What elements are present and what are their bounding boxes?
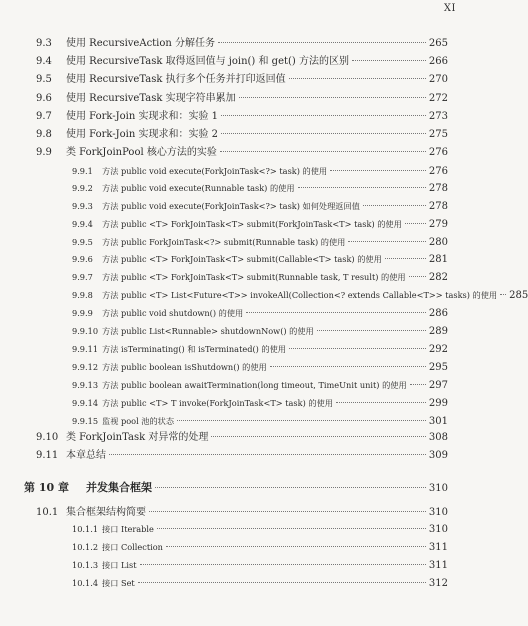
toc-title: 接口 List (102, 560, 137, 570)
toc-number: 9.9.4 (72, 219, 93, 229)
toc-page: 301 (428, 416, 448, 427)
toc-page: 310 (428, 483, 448, 494)
toc-title: 方法 public void execute(Runnable task) 的使用 (102, 183, 295, 193)
toc-subsection (0, 377, 448, 393)
toc-page: 278 (428, 183, 448, 194)
toc-page: 282 (428, 272, 448, 283)
toc-section (0, 448, 448, 464)
toc-number: 9.9.1 (72, 166, 93, 176)
toc-subsection (0, 251, 448, 267)
toc-page: 275 (428, 129, 448, 140)
toc-title: 方法 public List<Runnable> shutdownNow() 的使用 (102, 326, 314, 336)
toc-page: 286 (428, 308, 448, 319)
toc-page: 312 (428, 578, 448, 589)
toc-subsection (0, 305, 448, 321)
toc-page: 295 (428, 362, 448, 373)
dot-leader (246, 312, 426, 313)
dot-leader (298, 187, 426, 188)
toc-chapter (0, 480, 448, 496)
toc-section (0, 505, 448, 521)
toc-subsection (0, 269, 448, 285)
toc-number: 9.6 (36, 93, 52, 104)
toc-subsection (0, 180, 448, 196)
dot-leader (177, 420, 426, 421)
toc-subsection (0, 163, 448, 179)
dot-leader (270, 366, 426, 367)
toc-title: 方法 public void execute(ForkJoinTask<?> task) 的使用 (102, 166, 328, 176)
dot-leader (336, 402, 426, 403)
toc-page: 299 (428, 398, 448, 409)
dot-leader (409, 276, 426, 277)
toc-subsection (0, 341, 448, 357)
dot-leader (239, 97, 426, 98)
toc-section (0, 145, 448, 161)
toc-subsection (0, 287, 528, 303)
toc-title: 方法 public <T> List<Future<T>> invokeAll(Collection<? extends Callable<T>> tasks) 的使用 (102, 290, 498, 300)
toc-title: 方法 public <T> ForkJoinTask<T> submit(Runnable task, T result) 的使用 (102, 272, 406, 282)
toc-page: 308 (428, 432, 448, 443)
toc-page: 310 (428, 524, 448, 535)
dot-leader (289, 78, 426, 79)
toc-number: 9.9 (36, 147, 52, 158)
toc-page: 272 (428, 93, 448, 104)
toc-number: 10.1 (36, 507, 59, 518)
toc-title: 使用 RecursiveAction 分解任务 (66, 38, 216, 49)
toc-subsection (0, 359, 448, 375)
dot-leader (220, 151, 426, 152)
toc-title: 监视 pool 池的状态 (102, 416, 175, 426)
toc-title: 方法 isTerminating() 和 isTerminated() 的使用 (102, 344, 286, 354)
toc-title: 使用 RecursiveTask 取得返回值与 join() 和 get() 方法的区别 (66, 56, 349, 67)
toc-subsection (0, 234, 448, 250)
toc-title: 类 ForkJoinTask 对异常的处理 (66, 432, 209, 443)
toc-number: 9.9.9 (72, 308, 93, 318)
toc-number: 9.9.10 (72, 326, 99, 336)
toc-page: 280 (428, 237, 448, 248)
toc-number: 9.7 (36, 111, 52, 122)
dot-leader (221, 115, 426, 116)
toc-number: 9.10 (36, 432, 59, 443)
toc-title: 使用 RecursiveTask 执行多个任务并打印返回值 (66, 74, 286, 85)
toc-subsection (0, 216, 448, 232)
toc-page: 311 (428, 542, 448, 553)
toc-section (0, 430, 448, 446)
toc-number: 9.9.5 (72, 237, 93, 247)
toc-title: 接口 Set (102, 578, 135, 588)
toc-number: 9.9.13 (72, 380, 99, 390)
toc-title: 使用 Fork-Join 实现求和：实验 1 (66, 111, 219, 122)
toc-title: 方法 public boolean awaitTermination(long timeout, TimeUnit unit) 的使用 (102, 380, 407, 390)
toc-subsection (0, 413, 448, 429)
toc-title: 本章总结 (66, 450, 106, 461)
toc-number: 9.9.14 (72, 398, 99, 408)
toc-page: 281 (428, 254, 448, 265)
toc-number: 9.9.6 (72, 254, 93, 264)
toc-section (0, 91, 448, 107)
dot-leader (166, 546, 426, 547)
toc-number: 9.3 (36, 38, 52, 49)
page-number: XI (443, 3, 456, 14)
toc-page: 285 (509, 290, 528, 301)
toc-page: 276 (428, 147, 448, 158)
toc-title: 方法 public <T> ForkJoinTask<T> submit(ForkJoinTask<T> task) 的使用 (102, 219, 402, 229)
toc-number: 9.4 (36, 56, 52, 67)
toc-section (0, 54, 448, 70)
toc-title: 方法 public ForkJoinTask<?> submit(Runnable task) 的使用 (102, 237, 346, 247)
toc-subsection (0, 557, 448, 573)
dot-leader (405, 223, 426, 224)
toc-title: 方法 public <T> ForkJoinTask<T> submit(Callable<T> task) 的使用 (102, 254, 382, 264)
dot-leader (140, 564, 426, 565)
dot-leader (330, 170, 426, 171)
toc-page: 289 (428, 326, 448, 337)
toc-number: 10.1.4 (72, 578, 99, 588)
dot-leader (363, 205, 426, 206)
toc-number: 9.8 (36, 129, 52, 140)
toc-number: 9.11 (36, 450, 59, 461)
toc-section (0, 127, 448, 143)
toc-page: 265 (428, 38, 448, 49)
toc-title: 类 ForkJoinPool 核心方法的实验 (66, 147, 217, 158)
toc-subsection (0, 323, 448, 339)
dot-leader (348, 241, 426, 242)
toc-title: 方法 public boolean isShutdown() 的使用 (102, 362, 267, 372)
toc-number: 9.9.7 (72, 272, 93, 282)
dot-leader (155, 487, 426, 488)
toc-number: 9.9.2 (72, 183, 93, 193)
toc-number: 9.9.12 (72, 362, 99, 372)
toc-number: 10.1.2 (72, 542, 99, 552)
toc-subsection (0, 575, 448, 591)
toc-number: 10.1.1 (72, 524, 99, 534)
toc-subsection (0, 521, 448, 537)
dot-leader (410, 384, 426, 385)
dot-leader (157, 528, 426, 529)
toc-title: 使用 RecursiveTask 实现字符串累加 (66, 93, 236, 104)
toc-title: 接口 Collection (102, 542, 163, 552)
dot-leader (289, 348, 426, 349)
dot-leader (211, 436, 426, 437)
toc-section (0, 72, 448, 88)
toc-number: 第 10 章 (24, 481, 69, 494)
toc-page: 292 (428, 344, 448, 355)
dot-leader (352, 60, 426, 61)
toc-page: 278 (428, 201, 448, 212)
dot-leader (149, 511, 426, 512)
dot-leader (221, 133, 426, 134)
toc-number: 9.9.8 (72, 290, 93, 300)
toc-number: 9.9.3 (72, 201, 93, 211)
dot-leader (109, 454, 426, 455)
toc-title: 使用 Fork-Join 实现求和：实验 2 (66, 129, 219, 140)
toc-title: 并发集合框架 (86, 481, 152, 494)
toc-number: 9.9.15 (72, 416, 99, 426)
toc-subsection (0, 395, 448, 411)
toc-subsection (0, 539, 448, 555)
toc-number: 9.9.11 (72, 344, 99, 354)
dot-leader (218, 42, 426, 43)
toc-page: 270 (428, 74, 448, 85)
dot-leader (500, 294, 506, 295)
toc-page: 310 (428, 507, 448, 518)
toc-number: 10.1.3 (72, 560, 99, 570)
toc-page: 279 (428, 219, 448, 230)
toc-title: 方法 public void shutdown() 的使用 (102, 308, 244, 318)
toc-title: 接口 Iterable (102, 524, 154, 534)
toc-page: 311 (428, 560, 448, 571)
toc-page: 309 (428, 450, 448, 461)
toc-section (0, 109, 448, 125)
toc-title: 方法 public void execute(ForkJoinTask<?> task) 如何处理返回值 (102, 201, 360, 211)
toc-title: 集合框架结构简要 (66, 507, 146, 518)
dot-leader (385, 258, 426, 259)
toc-page: 273 (428, 111, 448, 122)
toc-page: 297 (428, 380, 448, 391)
toc-title: 方法 public <T> T invoke(ForkJoinTask<T> task) 的使用 (102, 398, 333, 408)
toc-number: 9.5 (36, 74, 52, 85)
toc-subsection (0, 198, 448, 214)
dot-leader (317, 330, 426, 331)
toc-page: 266 (428, 56, 448, 67)
dot-leader (138, 582, 426, 583)
toc-section (0, 36, 448, 52)
toc-page: 276 (428, 166, 448, 177)
